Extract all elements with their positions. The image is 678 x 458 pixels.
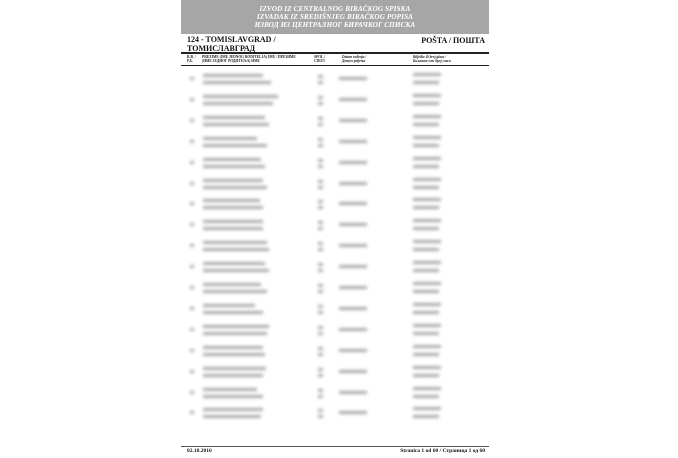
redacted-text	[190, 161, 194, 164]
redacted-text	[203, 283, 261, 286]
redacted-text	[413, 206, 439, 209]
redacted-text	[413, 144, 439, 147]
redacted-text	[318, 305, 323, 308]
redacted-text	[318, 75, 323, 78]
redacted-text	[203, 165, 265, 168]
redacted-text	[318, 96, 323, 99]
redacted-text	[318, 290, 323, 293]
redacted-text	[413, 395, 439, 398]
redacted-text	[203, 374, 263, 377]
redacted-text	[203, 95, 278, 98]
voter-row	[181, 406, 489, 426]
redacted-text	[318, 395, 323, 398]
redacted-text	[339, 98, 367, 101]
voter-row	[181, 197, 489, 217]
redacted-text	[339, 140, 367, 143]
redacted-text	[413, 387, 441, 390]
redacted-text	[339, 161, 367, 164]
voter-row	[181, 114, 489, 134]
redacted-text	[318, 347, 323, 350]
redacted-text	[413, 248, 439, 251]
redacted-text	[413, 94, 441, 97]
redacted-text	[203, 332, 267, 335]
redacted-text	[413, 324, 441, 327]
redacted-text	[318, 144, 323, 147]
redacted-text	[190, 391, 194, 394]
redacted-text	[413, 219, 441, 222]
voter-row	[181, 344, 489, 364]
redacted-text	[318, 284, 323, 287]
redacted-text	[203, 325, 269, 328]
redacted-text	[318, 326, 323, 329]
redacted-text	[203, 248, 269, 251]
redacted-text	[413, 332, 439, 335]
redacted-text	[413, 240, 441, 243]
redacted-text	[203, 395, 263, 398]
redacted-text	[190, 98, 194, 101]
redacted-text	[339, 119, 367, 122]
column-header-notes: Bilješke ili broj glasa / Биљешке или број гласа	[413, 55, 451, 64]
redacted-text	[203, 220, 263, 223]
redacted-text	[203, 367, 266, 370]
redacted-text	[203, 408, 263, 411]
redacted-text	[318, 138, 323, 141]
redacted-text	[203, 179, 263, 182]
voter-row	[181, 93, 489, 113]
column-header-rb: R.B. / Р.Б.	[187, 55, 196, 64]
redacted-text	[339, 370, 367, 373]
voter-row	[181, 323, 489, 343]
redacted-text	[190, 307, 194, 310]
redacted-text	[190, 202, 194, 205]
voter-row	[181, 135, 489, 155]
voter-row	[181, 260, 489, 280]
redacted-text	[203, 304, 255, 307]
redacted-text	[190, 286, 194, 289]
redacted-text	[413, 186, 439, 189]
redacted-text	[413, 407, 441, 410]
redacted-text	[339, 77, 367, 80]
redacted-text	[413, 282, 441, 285]
redacted-text	[203, 388, 257, 391]
redacted-text	[413, 269, 439, 272]
redacted-text	[413, 73, 441, 76]
redacted-text	[413, 311, 439, 314]
voter-row	[181, 218, 489, 238]
banner-title-cyrillic: ИЗВОД ИЗ ЦЕНТРАЛНОГ БИРАЧКОГ СПИСКА	[254, 21, 416, 29]
footer-divider	[181, 446, 489, 447]
redacted-text	[339, 391, 367, 394]
redacted-text	[413, 81, 439, 84]
redacted-text	[203, 353, 265, 356]
document-page	[181, 0, 489, 458]
redacted-text	[318, 374, 323, 377]
redacted-text	[203, 311, 263, 314]
redacted-text	[203, 158, 261, 161]
redacted-text	[318, 248, 323, 251]
redacted-text	[318, 159, 323, 162]
redacted-text	[339, 349, 367, 352]
redacted-text	[413, 290, 439, 293]
redacted-text	[339, 307, 367, 310]
redacted-text	[190, 182, 194, 185]
voter-row	[181, 281, 489, 301]
redacted-text	[190, 328, 194, 331]
redacted-text	[318, 221, 323, 224]
redacted-text	[318, 123, 323, 126]
redacted-text	[318, 206, 323, 209]
header-divider-bottom	[181, 65, 489, 66]
voter-row	[181, 156, 489, 176]
column-header-sex: SPOL / СПОЛ	[314, 55, 326, 64]
redacted-text	[413, 415, 439, 418]
redacted-text	[413, 136, 441, 139]
redacted-text	[203, 123, 269, 126]
redacted-text	[203, 269, 269, 272]
redacted-text	[190, 370, 194, 373]
redacted-text	[203, 144, 267, 147]
redacted-text	[203, 116, 265, 119]
redacted-text	[413, 227, 439, 230]
voter-row	[181, 386, 489, 406]
redacted-text	[318, 415, 323, 418]
redacted-text	[203, 227, 263, 230]
redacted-text	[339, 202, 367, 205]
redacted-text	[203, 102, 273, 105]
redacted-text	[203, 186, 267, 189]
redacted-text	[413, 345, 441, 348]
voter-row	[181, 177, 489, 197]
redacted-text	[203, 206, 263, 209]
voter-row	[181, 239, 489, 259]
redacted-text	[318, 353, 323, 356]
redacted-text	[318, 389, 323, 392]
redacted-text	[190, 349, 194, 352]
redacted-text	[318, 165, 323, 168]
redacted-text	[318, 409, 323, 412]
redacted-text	[413, 353, 439, 356]
redacted-text	[413, 115, 441, 118]
column-header-name: PREZIME (IME JEDNOG RODITELJA) IME / ПРЕЗИМЕ (ИМЕ ЈЕДНОГ РОДИТЕЉА) ИМЕ	[202, 55, 296, 64]
redacted-text	[413, 198, 441, 201]
municipality-name	[187, 36, 276, 53]
redacted-text	[318, 81, 323, 84]
redacted-text	[190, 140, 194, 143]
redacted-text	[318, 186, 323, 189]
redacted-text	[203, 241, 267, 244]
page-number: Stranica 1 od 60 / Страница 1 од 60	[400, 448, 485, 454]
redacted-text	[339, 328, 367, 331]
redacted-text	[318, 332, 323, 335]
redacted-text	[339, 411, 367, 414]
print-date: 02.10.2016	[187, 448, 212, 454]
redacted-text	[339, 223, 367, 226]
redacted-text	[413, 157, 441, 160]
municipality-cyrillic: ТОМИСЛАВГРАД	[187, 43, 256, 53]
redacted-text	[318, 227, 323, 230]
redacted-text	[203, 346, 263, 349]
redacted-text	[318, 180, 323, 183]
redacted-text	[190, 265, 194, 268]
redacted-text	[203, 290, 267, 293]
redacted-text	[339, 286, 367, 289]
redacted-text	[190, 244, 194, 247]
redacted-text	[190, 77, 194, 80]
redacted-text	[190, 119, 194, 122]
redacted-text	[339, 182, 367, 185]
voter-row	[181, 302, 489, 322]
redacted-text	[203, 74, 263, 77]
redacted-text	[318, 368, 323, 371]
delivery-method: POŠTA / ПОШТА	[421, 36, 485, 45]
redacted-text	[203, 81, 271, 84]
redacted-text	[413, 374, 439, 377]
redacted-text	[318, 311, 323, 314]
redacted-text	[318, 117, 323, 120]
header-divider-top	[181, 52, 489, 54]
municipality-latin: 124 - TOMISLAVGRAD /	[187, 35, 276, 44]
title-banner	[181, 0, 489, 34]
redacted-text	[203, 415, 261, 418]
redacted-text	[318, 102, 323, 105]
redacted-text	[413, 123, 439, 126]
redacted-text	[190, 223, 194, 226]
redacted-text	[413, 165, 439, 168]
redacted-text	[339, 265, 367, 268]
column-header-date-of-birth: Datum rođenja / Датум рођења	[342, 55, 367, 64]
redacted-text	[190, 411, 194, 414]
voter-row	[181, 72, 489, 92]
redacted-text	[318, 200, 323, 203]
redacted-text	[318, 242, 323, 245]
redacted-text	[203, 199, 260, 202]
redacted-text	[413, 303, 441, 306]
redacted-text	[413, 102, 439, 105]
redacted-text	[413, 178, 441, 181]
redacted-text	[203, 262, 265, 265]
banner-title-latin-bs: IZVOD IZ CENTRALNOG BIRAČKOG SPISKA	[259, 5, 411, 13]
redacted-text	[203, 137, 257, 140]
redacted-text	[318, 263, 323, 266]
redacted-text	[413, 261, 441, 264]
redacted-text	[339, 244, 367, 247]
redacted-text	[318, 269, 323, 272]
redacted-text	[413, 366, 441, 369]
voter-row	[181, 365, 489, 385]
banner-title-latin-hr: IZVADAK IZ SREDIŠNJEG BIRAČKOG POPISA	[256, 13, 414, 21]
